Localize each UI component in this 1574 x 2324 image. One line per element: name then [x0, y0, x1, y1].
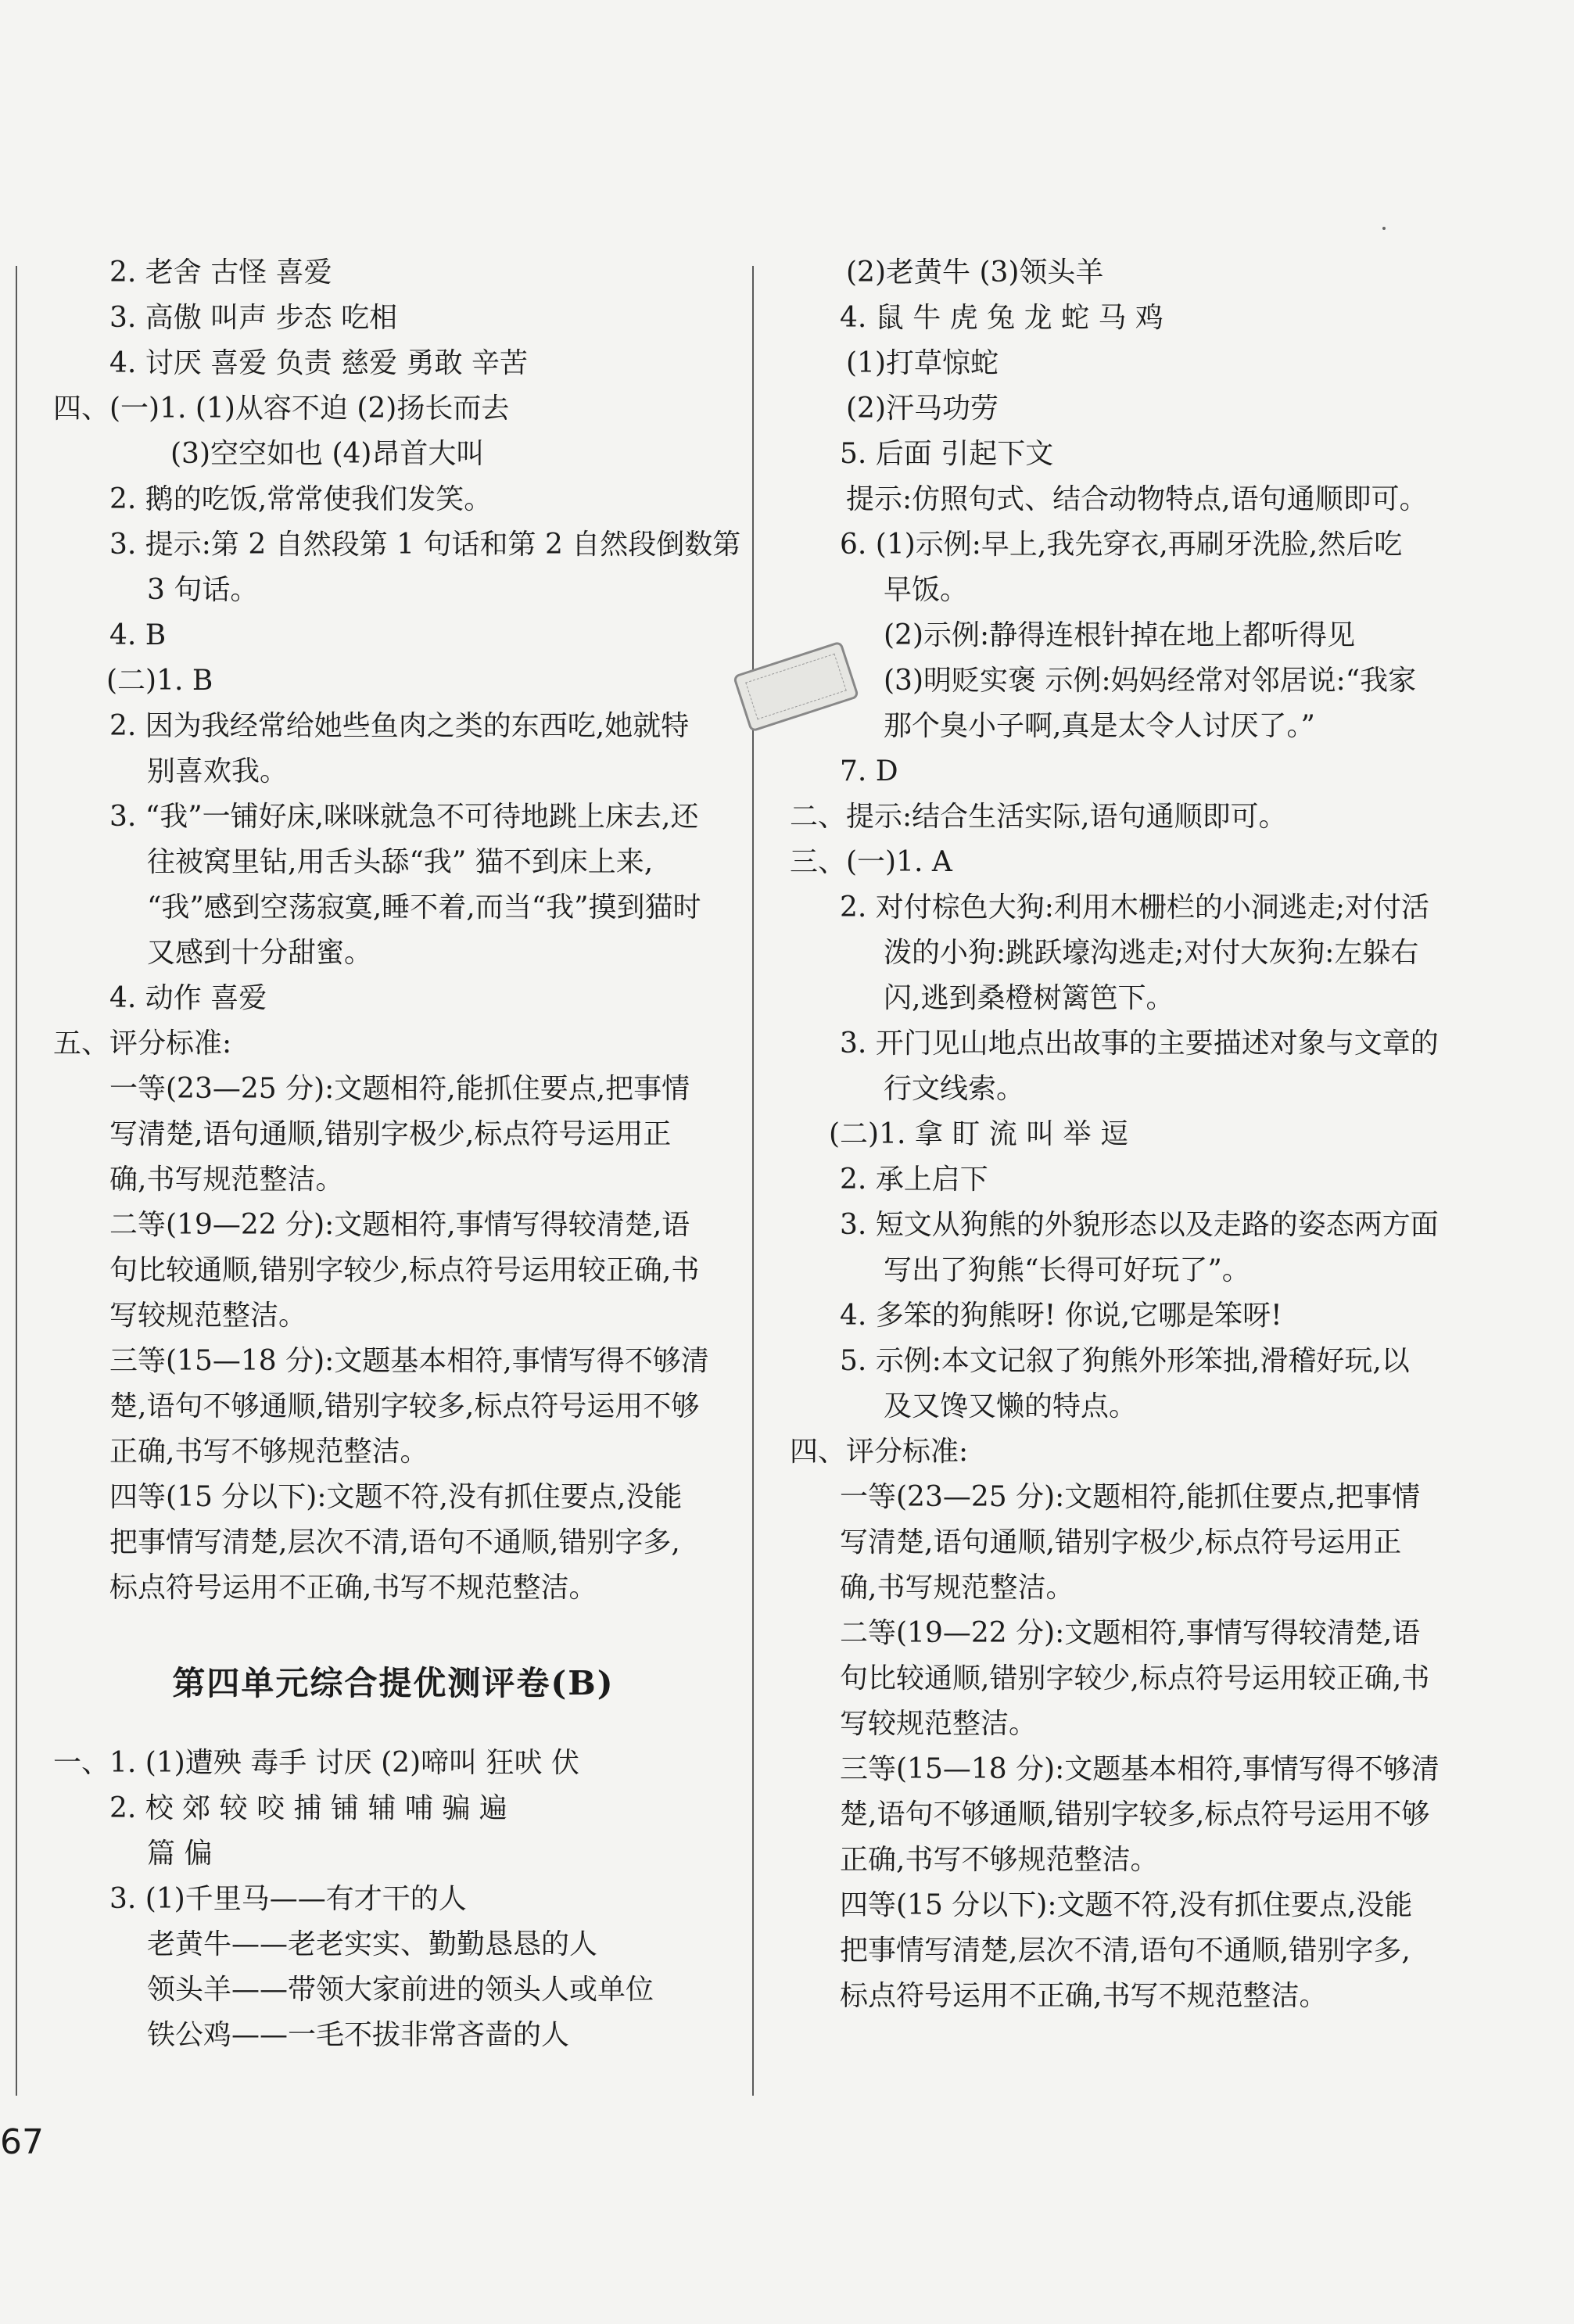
answer-line: 老黄牛——老老实实、勤勤恳恳的人	[147, 1928, 598, 1960]
answer-line: 行文线索。	[884, 1073, 1025, 1105]
answer-line: 3. 开门见山地点出故事的主要描述对象与文章的	[840, 1028, 1439, 1060]
answer-line: 往被窝里钻,用舌头舔“我” 猫不到床上来,	[147, 846, 654, 878]
answer-line: 5. 示例:本文记叙了狗熊外形笨拙,滑稽好玩,以	[840, 1345, 1410, 1377]
answer-line: 正确,书写不够规范整洁。	[109, 1436, 428, 1468]
answer-line: 4. 动作 喜爱	[109, 982, 267, 1014]
answer-line: (3)空空如也 (4)昂首大叫	[170, 438, 485, 470]
answer-line: 写出了狗熊“长得可好玩了”。	[884, 1254, 1250, 1286]
answer-line: 二等(19—22 分):文题相符,事情写得较清楚,语	[109, 1209, 690, 1241]
answer-line: 五、评分标准:	[53, 1028, 232, 1060]
answer-line: 正确,书写不够规范整洁。	[840, 1844, 1159, 1876]
answer-line: 7. D	[840, 755, 898, 787]
answer-line: 2. 对付棕色大狗:利用木栅栏的小洞逃走;对付活	[840, 891, 1430, 924]
answer-line: 3. 短文从狗熊的外貌形态以及走路的姿态两方面	[840, 1209, 1439, 1241]
answer-line: 四等(15 分以下):文题不符,没有抓住要点,没能	[840, 1889, 1413, 1921]
answer-line: 确,书写规范整洁。	[109, 1164, 344, 1196]
answer-line: 3. 提示:第 2 自然段第 1 句话和第 2 自然段倒数第	[109, 529, 741, 561]
answer-line: 及又馋又懒的特点。	[884, 1390, 1138, 1422]
answer-line: 又感到十分甜蜜。	[147, 937, 373, 969]
section-heading: 第四单元综合提优测评卷(B)	[172, 1664, 615, 1702]
left-margin-rule	[16, 266, 17, 2096]
answer-line: 2. 校 郊 较 咬 捕 铺 辅 哺 骗 遍	[109, 1792, 507, 1824]
page-number: 67	[0, 2122, 44, 2162]
answer-line: 写较规范整洁。	[840, 1708, 1038, 1740]
answer-line: 3. 高傲 叫声 步态 吃相	[109, 302, 398, 334]
answer-line: 二、提示:结合生活实际,语句通顺即可。	[790, 801, 1287, 833]
answer-line: 楚,语句不够通顺,错别字较多,标点符号运用不够	[840, 1799, 1430, 1831]
answer-line: (2)老黄牛 (3)领头羊	[846, 256, 1104, 289]
speck	[1382, 227, 1386, 230]
answer-line: 确,书写规范整洁。	[840, 1572, 1074, 1604]
answer-line: (2)汗马功劳	[846, 393, 999, 425]
answer-line: 4. 鼠 牛 虎 兔 龙 蛇 马 鸡	[840, 302, 1163, 334]
answer-line: 写较规范整洁。	[109, 1300, 307, 1332]
answer-line: 铁公鸡——一毛不拔非常吝啬的人	[147, 2019, 570, 2051]
answer-line: 把事情写清楚,层次不清,语句不通顺,错别字多,	[840, 1935, 1411, 1967]
answer-line: 2. 鹅的吃饭,常常使我们发笑。	[109, 483, 493, 515]
answer-line: 三等(15—18 分):文题基本相符,事情写得不够清	[840, 1753, 1440, 1785]
answer-line: 写清楚,语句通顺,错别字极少,标点符号运用正	[109, 1118, 672, 1150]
answer-line: 三等(15—18 分):文题基本相符,事情写得不够清	[109, 1345, 709, 1377]
right-column	[790, 250, 1470, 2019]
answer-line: 一等(23—25 分):文题相符,能抓住要点,把事情	[109, 1073, 690, 1105]
answer-line: 3. (1)千里马——有才干的人	[109, 1883, 467, 1915]
column-divider	[752, 266, 754, 2096]
answer-line: 5. 后面 引起下文	[840, 438, 1054, 470]
answer-line: 四等(15 分以下):文题不符,没有抓住要点,没能	[109, 1481, 683, 1513]
answer-line: 那个臭小子啊,真是太令人讨厌了。”	[884, 710, 1315, 742]
answer-line: (二)1. B	[106, 665, 213, 697]
answer-line: 泼的小狗:跳跃壕沟逃走;对付大灰狗:左躲右	[884, 937, 1419, 969]
answer-line: 标点符号运用不正确,书写不规范整洁。	[109, 1572, 597, 1604]
answer-line: 四、(一)1. (1)从容不迫 (2)扬长而去	[53, 393, 510, 425]
answer-line: 把事情写清楚,层次不清,语句不通顺,错别字多,	[109, 1526, 680, 1558]
answer-line: 3 句话。	[147, 574, 259, 606]
answer-line: 2. 老舍 古怪 喜爱	[109, 256, 332, 289]
answer-line: 2. 因为我经常给她些鱼肉之类的东西吃,她就特	[109, 710, 690, 742]
answer-line: (3)明贬实褒 示例:妈妈经常对邻居说:“我家	[884, 665, 1417, 697]
left-column	[53, 250, 741, 2058]
answer-line: (2)示例:静得连根针掉在地上都听得见	[884, 619, 1356, 651]
answer-line: 篇 偏	[147, 1838, 213, 1870]
answer-line: 四、评分标准:	[790, 1436, 969, 1468]
answer-line: 标点符号运用不正确,书写不规范整洁。	[840, 1980, 1328, 2012]
answer-line: (1)打草惊蛇	[846, 347, 999, 379]
answer-line: 提示:仿照句式、结合动物特点,语句通顺即可。	[846, 483, 1428, 515]
answer-line: 2. 承上启下	[840, 1164, 988, 1196]
answer-line: “我”感到空荡寂寞,睡不着,而当“我”摸到猫时	[147, 891, 701, 924]
answer-line: (二)1. 拿 盯 流 叫 举 逗	[829, 1118, 1129, 1150]
answer-line: 3. “我”一铺好床,咪咪就急不可待地跳上床去,还	[109, 801, 699, 833]
answer-line: 楚,语句不够通顺,错别字较多,标点符号运用不够	[109, 1390, 700, 1422]
answer-line: 6. (1)示例:早上,我先穿衣,再刷牙洗脸,然后吃	[840, 529, 1403, 561]
answer-line: 别喜欢我。	[147, 755, 289, 787]
answer-line: 一等(23—25 分):文题相符,能抓住要点,把事情	[840, 1481, 1421, 1513]
answer-line: 4. B	[109, 619, 167, 651]
answer-line: 闪,逃到桑橙树篱笆下。	[884, 982, 1174, 1014]
answer-line: 二等(19—22 分):文题相符,事情写得较清楚,语	[840, 1617, 1421, 1649]
answer-line: 4. 多笨的狗熊呀! 你说,它哪是笨呀!	[840, 1300, 1282, 1332]
answer-line: 三、(一)1. A	[790, 846, 952, 878]
answer-line: 句比较通顺,错别字较少,标点符号运用较正确,书	[840, 1662, 1430, 1695]
answer-line: 领头羊——带领大家前进的领头人或单位	[147, 1974, 654, 2006]
answer-line: 句比较通顺,错别字较少,标点符号运用较正确,书	[109, 1254, 700, 1286]
answer-line: 一、1. (1)遭殃 毒手 讨厌 (2)啼叫 狂吠 伏	[53, 1747, 579, 1779]
answer-line: 写清楚,语句通顺,错别字极少,标点符号运用正	[840, 1526, 1402, 1558]
answer-line: 早饭。	[884, 574, 969, 606]
answer-line: 4. 讨厌 喜爱 负责 慈爱 勇敢 辛苦	[109, 347, 529, 379]
